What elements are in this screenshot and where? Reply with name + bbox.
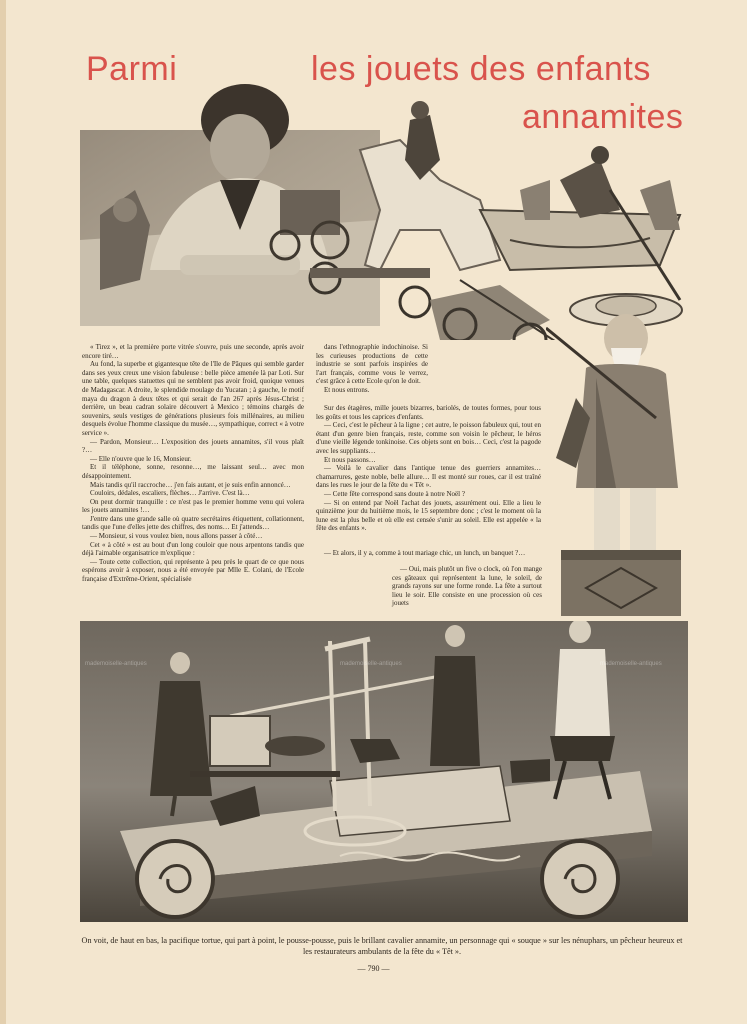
paragraph: — Oui, mais plutôt un five o clock, où l'on mange ces gâteaux qui représentent la lune, le soleil, de grands rayons sur une forme ronde. La fête a surtout lieu le soir. Elle consiste en une procession où ces jouets [392, 565, 542, 608]
fisherman-figure-photo [546, 288, 692, 616]
watermark: mademoiselle-antiques [340, 661, 402, 667]
watermark: mademoiselle-antiques [600, 661, 662, 667]
paragraph: Au fond, la superbe et gigantesque tête de l'Ile de Pâques qui semble garder dans ses yeux creux une vision fabuleuse : belle pièce amenée là par Loti. Sur une table, quelques statuettes qui ne semblent pas avoir froid, quoique venues de Madagascar. A droite, le splendide moulage du Yucatan ; à gauche, le motif maya du dragon à deux têtes et qui serait de l'an 267 après Jésus-Christ ; derrière, un beau cadran solaire découvert à Mexico ; témoins chargés de souvenirs, seuls vestiges de générations plusieurs fois millénaires, au milieu desquels évolue l'homme classique du musée…, sympathique, correct « à votre service ». [82, 360, 304, 437]
paragraph: « Tirez », et la première porte vitrée s'ouvre, puis une seconde, après avoir encore tiré… [82, 343, 304, 360]
paragraph: Sur des étagères, mille jouets bizarres, bariolés, de toutes formes, pour tous les goûts et tous les caprices d'enfants. [316, 404, 541, 421]
paragraph: On peut dormir tranquille : ce n'est pas le premier homme venu qui volera les jouets annamites !… [82, 497, 304, 515]
paragraph: dans l'ethnographie indochinoise. Si les curieuses productions de cette industrie se sont parfois inspirées de l'art français, comme vous le verrez, c'est grâce à cette Ecole qu'on le doit. [316, 343, 428, 386]
text-column-2-bottom-b [392, 565, 542, 608]
paragraph: J'entre dans une grande salle où quatre secrétaires étiquettent, collationnent, tandis que l'une d'elles jette des chiffres, des noms… Et j'attends… [82, 514, 304, 532]
restaurateurs-toy-photo [80, 621, 688, 922]
text-column-2-top [316, 343, 428, 395]
paragraph: — Monsieur, si vous voulez bien, nous allons passer à côté… [90, 532, 263, 541]
paragraph: — Elle n'ouvre que le 16, Monsieur. [90, 454, 192, 463]
title-part-3: annamites [522, 98, 684, 136]
text-column-2-bottom-a [316, 549, 541, 558]
paragraph: — Si on entend par Noël l'achat des jouets, assurément oui. Elle a lieu le quinzième jour du huitième mois, le 15 septembre donc ; c'est le moment où la lune est la plus belle et où elle est censée s'unir au soleil. Elle est appelée « la fête des enfants ». [316, 498, 541, 533]
text-column-1 [82, 343, 304, 584]
watermark: mademoiselle-antiques [85, 661, 147, 667]
paragraph: Et nous entrons. [324, 385, 370, 394]
text-column-2 [316, 404, 541, 533]
paragraph: — Ceci, c'est le pêcheur à la ligne ; cet autre, le poisson fabuleux qui, tout en étant d'un genre bien français, reste, comme son voisin le pêcheur, le héros d'une vieille légende tonkinoise. Ces objets sont en bois… Ceci, c'est la pagode avec les suppliants… [316, 421, 541, 455]
photo-caption: On voit, de haut en bas, la pacifique tortue, qui part à point, le pousse-pousse, puis le brillant cavalier annamite, un personnage qui « souque » sur les nénuphars, un pêcheur heureux et les restaurateurs ambulants de la fête du « Têt ». [81, 936, 683, 956]
paragraph: Cet « à côté » est au bout d'un long couloir que nous arpentons tandis que déjà l'aimable organisatrice m'explique : [82, 540, 304, 558]
paragraph: — Voilà le cavalier dans l'antique tenue des guerriers annamites… chamarrures, geste noble, belle allure… Il est monté sur roues, car il est traîné dans les rues le jour de la fête du « Têt ». [316, 464, 541, 490]
paragraph: Et il téléphone, sonne, resonne…, me laissant seul… avec mon désappointement. [82, 463, 304, 480]
page-edge [0, 0, 6, 1024]
paragraph: — Toute cette collection, qui représente à peu près le quart de ce que nous espérons avoir à exposer, nous a été envoyée par Mlle E. Colani, de l'Ecole française d'Extrême-Orient, spécialisée [82, 557, 304, 584]
paragraph: — Pardon, Monsieur… L'exposition des jouets annamites, s'il vous plaît ?… [82, 437, 304, 455]
paragraph: Couloirs, dédales, escaliers, flèches… J'arrive. C'est là… [90, 489, 250, 498]
paragraph: — Et alors, il y a, comme à tout mariage chic, un lunch, un banquet ?… [324, 549, 526, 557]
paragraph: Et nous passons… [324, 455, 376, 464]
title-part-1: Parmi [86, 50, 178, 88]
page-number: — 790 — [357, 964, 390, 973]
paragraph: — Cette fête correspond sans doute à notre Noël ? [324, 489, 465, 498]
paragraph: Mais tandis qu'il raccroche… j'en fais autant, et je suis enfin annoncé… [90, 480, 291, 489]
title-part-2: les jouets des enfants [311, 50, 651, 88]
